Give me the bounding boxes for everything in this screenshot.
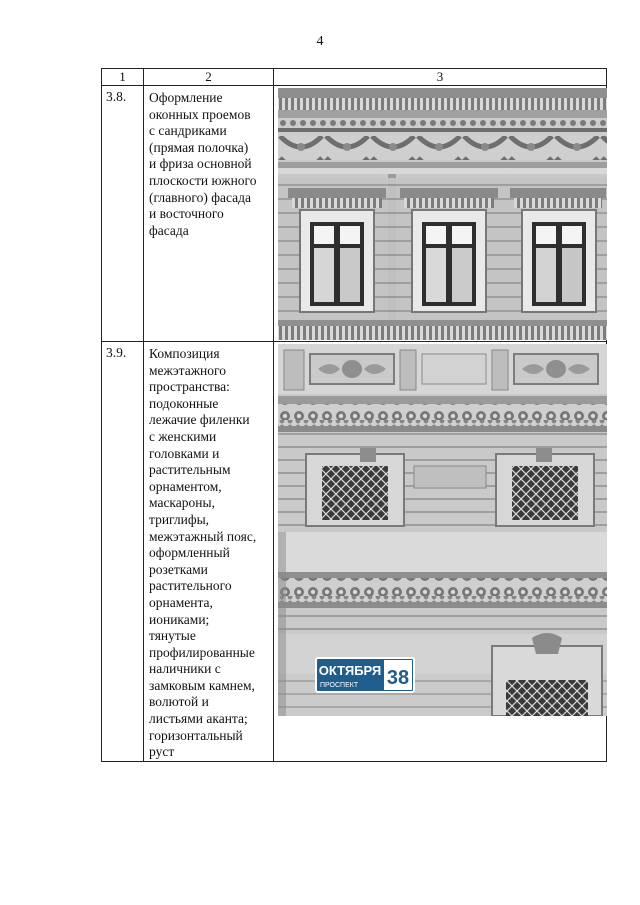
- desc-line: пространства:: [149, 379, 230, 395]
- street-sign: [316, 658, 414, 692]
- table-header-row: [102, 69, 607, 86]
- row-number: 3.9.: [102, 342, 144, 762]
- desc-line: орнамента,: [149, 594, 213, 610]
- column-header-3: 3: [274, 69, 607, 86]
- desc-line: и восточного: [149, 206, 224, 222]
- desc-line: волютой и: [149, 694, 209, 710]
- heritage-elements-table: [101, 68, 607, 762]
- table-row: [102, 342, 607, 762]
- desc-line: (прямая полочка): [149, 139, 249, 155]
- desc-line: орнаментом,: [149, 478, 222, 494]
- desc-line: межэтажного: [149, 362, 226, 378]
- desc-line: Композиция: [149, 346, 220, 361]
- desc-line: розетками: [149, 561, 208, 577]
- desc-line: с сандриками: [149, 123, 227, 139]
- desc-line: растительным: [149, 462, 231, 478]
- photo-cell: [274, 86, 607, 342]
- desc-line: иониками;: [149, 611, 210, 627]
- desc-line: (главного) фасада: [149, 189, 251, 205]
- desc-line: межэтажный пояс,: [149, 528, 257, 544]
- desc-line: подоконные: [149, 395, 219, 411]
- desc-line: наличники с: [149, 661, 221, 677]
- desc-line: профилированные: [149, 644, 255, 660]
- column-header-1: 1: [102, 69, 144, 86]
- desc-line: плоскости южного: [149, 172, 257, 188]
- street-sign-type: ПРОСПЕКТ: [320, 682, 359, 689]
- row-description: [144, 342, 274, 762]
- desc-line: лежачие филенки: [149, 412, 250, 428]
- desc-line: растительного: [149, 578, 232, 594]
- desc-line: руст: [149, 744, 175, 760]
- desc-line: замковым камнем,: [149, 677, 255, 693]
- desc-line: головками и: [149, 445, 220, 461]
- desc-line: листьями аканта;: [149, 711, 248, 727]
- desc-line: фасада: [149, 222, 189, 238]
- street-sign-number: 38: [386, 667, 410, 689]
- desc-line: маскароны,: [149, 495, 215, 511]
- desc-line: горизонтальный: [149, 727, 243, 743]
- desc-line: и фриза основной: [149, 156, 252, 172]
- desc-line: тянутые: [149, 628, 196, 644]
- desc-line: оформленный: [149, 545, 230, 561]
- street-sign-street: ОКТЯБРЯ: [318, 663, 382, 678]
- facade-windows-frieze-photo: [278, 88, 607, 340]
- row-description: [144, 86, 274, 342]
- desc-line: оконных проемов: [149, 106, 251, 122]
- page-number: 4: [316, 34, 324, 49]
- desc-line: Оформление: [149, 90, 223, 105]
- column-header-2: 2: [144, 69, 274, 86]
- desc-line: триглифы,: [149, 511, 210, 527]
- desc-line: с женскими: [149, 428, 217, 444]
- window-group: [288, 188, 606, 312]
- photo-cell: [274, 342, 607, 762]
- row-number: 3.8.: [102, 86, 144, 342]
- interfloor-composition-photo: [278, 344, 607, 716]
- table-row: [102, 86, 607, 342]
